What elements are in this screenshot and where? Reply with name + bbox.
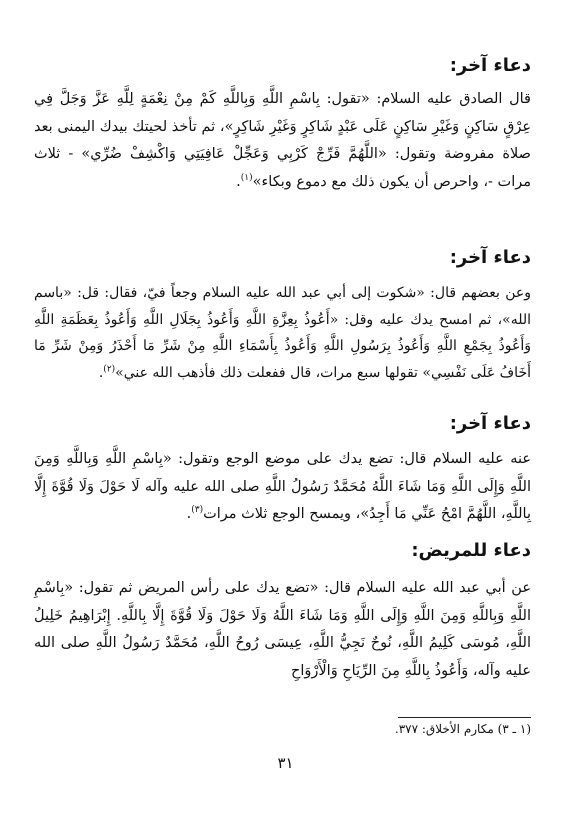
footnote-ref: (١) xyxy=(240,172,253,183)
paragraph xyxy=(34,575,531,697)
footnote-ref: (٢) xyxy=(103,363,116,374)
footnote-ref: (٣) xyxy=(191,505,204,516)
paragraph: قال الصادق عليه السلام: «تقول: بِاسْمِ اللَّهِ وَبِاللَّهِ كَمْ مِنْ نِعْمَةٍ لِلَّهِ عَزَّ وَجَلَّ فِي عِرْقٍ سَاكِنٍ وَغَيْرِ سَاكِنٍ عَلَى عَبْدٍ شَاكِرٍ وَغَيْرِ شَاكِرٍ»، ثم تأخذ لحيتك بيدك اليمنى بعد صلاة مفروضة وتقول: «اللَّهُمَّ فَرِّجْ كَرْبِي وَعَجِّلْ عَافِيَتِي وَاكْشِفْ ضُرِّي» - ثلاث مرات -، واحرص أن يكون ذلك مع دموع وبكاء»$^{(١)}$. xyxy=(34,91,531,190)
section-heading: دعاء آخر: xyxy=(449,413,531,434)
page-number: ٣١ xyxy=(277,754,294,772)
paragraph-text: عن أبي عبد الله عليه السلام قال: «تضع يدك على رأس المريض ثم تقول: «بِاسْمِ اللَّهِ وَبِاللَّهِ وَمِنَ اللَّهِ وَإِلَى اللَّهِ وَمَا شَاءَ اللَّهُ وَلَا حَوْلَ وَلَا قُوَّةَ إِلَّا بِاللَّهِ. إِبْرَاهِيمُ خَلِيلُ اللَّهِ، مُوسَى كَلِيمُ اللَّهِ، نُوحٌ نَجِيُّ اللَّهِ، عِيسَى رُوحُ اللَّهِ، مُحَمَّدٌ رَسُولُ اللَّهِ صلى الله عليه وآله، وَأَعُوذُ بِاللَّهِ مِنَ الرِّيَاحِ وَالْأَرْوَاحِ xyxy=(34,580,531,679)
section-heading: دعاء آخر: xyxy=(449,247,531,268)
footnote: (١ ـ ٣) مكارم الأخلاق: ٣٧٧. xyxy=(394,722,531,736)
paragraph-text: وعن بعضهم قال: «شكوت إلى أبي عبد الله عليه السلام وجعاً فيّ، فقال: قل: «باسم الله»، ثم امسح يدك عليه وقل: «أَعُوذُ بِعِزَّةِ اللَّهِ وَأَعُوذُ بِجَلَالِ اللَّهِ وَأَعُوذُ بِعَظَمَةِ اللَّهِ وَأَعُوذُ بِجَمْعِ اللَّهِ وَأَعُوذُ بِرَسُولِ اللَّهِ وَأَعُوذُ بِأَسْمَاءِ اللَّهِ مِنْ شَرِّ مَا أَحْذَرُ وَمِنْ شَرِّ مَا أَخَافُ عَلَى نَفْسِي» تقولها سبع مرات، قال ففعلت ذلك فأذهب الله عني» xyxy=(34,285,531,381)
section-heading: دعاء آخر: xyxy=(449,55,531,76)
footnote-divider xyxy=(398,717,531,718)
paragraph-text: قال الصادق عليه السلام: «تقول: بِاسْمِ اللَّهِ وَبِاللَّهِ كَمْ مِنْ نِعْمَةٍ لِلَّهِ عَزَّ وَجَلَّ فِي عِرْقٍ سَاكِنٍ وَغَيْرِ سَاكِنٍ عَلَى عَبْدٍ شَاكِرٍ وَغَيْرِ شَاكِرٍ»، ثم تأخذ لحيتك بيدك اليمنى بعد صلاة مفروضة وتقول: «اللَّهُمَّ فَرِّجْ كَرْبِي وَعَجِّلْ عَافِيَتِي وَاكْشِفْ ضُرِّي» - ثلاث مرات -، واحرص أن يكون ذلك مع دموع وبكاء» xyxy=(34,91,531,190)
paragraph: عنه عليه السلام قال: تضع يدك على موضع الوجع وتقول: «بِاسْمِ اللَّهِ وَبِاللَّهِ وَمِنَ اللَّهِ وَإِلَى اللَّهِ وَمَا شَاءَ اللَّهُ مُحَمَّدٌ رَسُولُ اللَّهِ صلى الله عليه وآله لَا حَوْلَ وَلَا قُوَّةَ إِلَّا بِاللَّهِ، اللَّهُمَّ امْحُ عَنِّي مَا أَجِدُ»، ويمسح الوجع ثلاث مرات$^{(٣)}$. xyxy=(34,451,531,522)
paragraph-text: عنه عليه السلام قال: تضع يدك على موضع الوجع وتقول: «بِاسْمِ اللَّهِ وَبِاللَّهِ وَمِنَ اللَّهِ وَإِلَى اللَّهِ وَمَا شَاءَ اللَّهُ مُحَمَّدٌ رَسُولُ اللَّهِ صلى الله عليه وآله لَا حَوْلَ وَلَا قُوَّةَ إِلَّا بِاللَّهِ، اللَّهُمَّ امْحُ عَنِّي مَا أَجِدُ»، ويمسح الوجع ثلاث مرات xyxy=(34,451,531,522)
section-heading: دعاء للمريض: xyxy=(411,540,531,561)
paragraph: وعن بعضهم قال: «شكوت إلى أبي عبد الله عليه السلام وجعاً فيّ، فقال: قل: «باسم الله»، ثم امسح يدك عليه وقل: «أَعُوذُ بِعِزَّةِ اللَّهِ وَأَعُوذُ بِجَلَالِ اللَّهِ وَأَعُوذُ بِعَظَمَةِ اللَّهِ وَأَعُوذُ بِجَمْعِ اللَّهِ وَأَعُوذُ بِرَسُولِ اللَّهِ وَأَعُوذُ بِأَسْمَاءِ اللَّهِ مِنْ شَرِّ مَا أَحْذَرُ وَمِنْ شَرِّ مَا أَخَافُ عَلَى نَفْسِي» تقولها سبع مرات، قال ففعلت ذلك فأذهب الله عني»$^{(٢)}$. xyxy=(34,285,531,381)
